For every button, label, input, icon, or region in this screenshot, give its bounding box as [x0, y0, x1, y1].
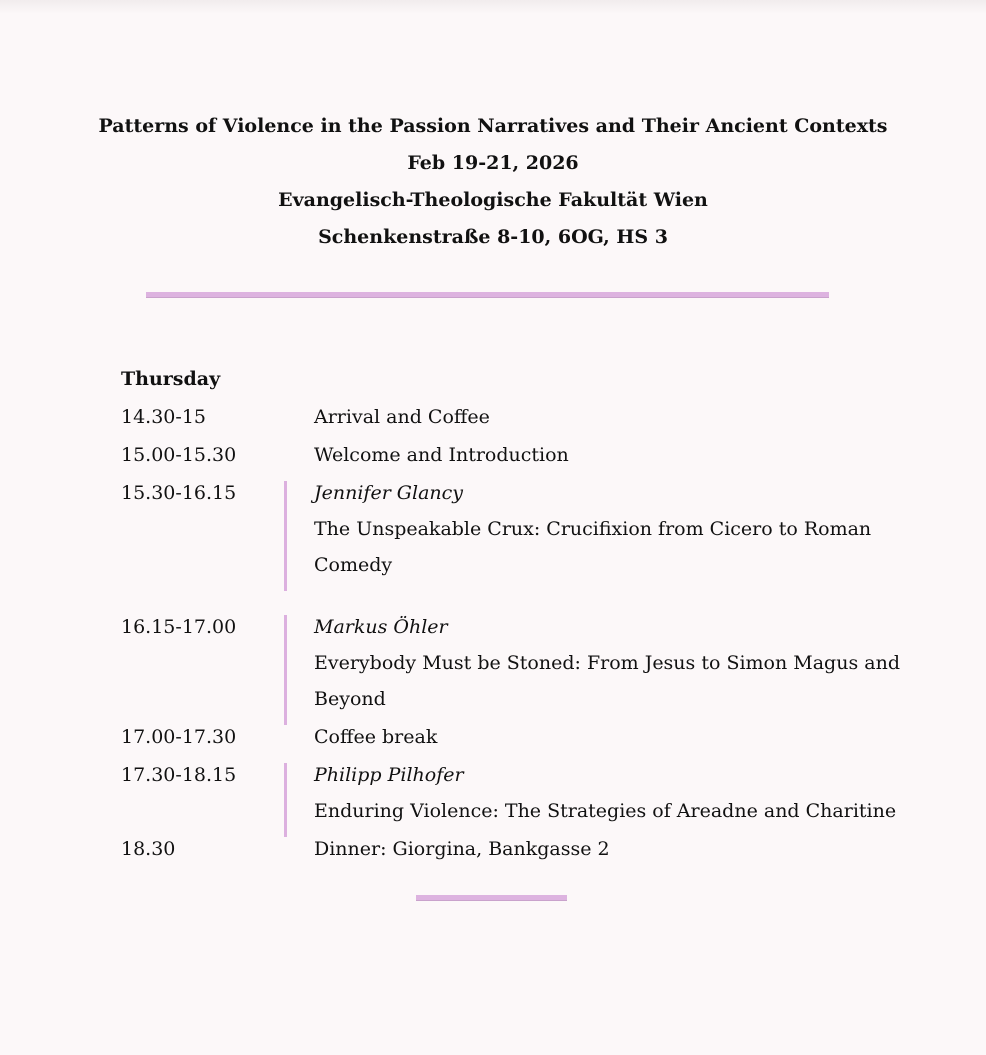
session-time: 17.00-17.30: [121, 726, 237, 748]
footer-divider: [416, 895, 567, 901]
session-accent-bar: [284, 615, 287, 725]
session-time: 17.30-18.15: [121, 764, 237, 786]
session-time: 15.30-16.15: [121, 482, 237, 504]
session-label: Dinner: Giorgina, Bankgasse 2: [314, 838, 610, 860]
session-time: 15.00-15.30: [121, 444, 237, 466]
session-time: 14.30-15: [121, 406, 206, 428]
header-divider: [146, 292, 829, 298]
day-heading: Thursday: [121, 368, 221, 390]
speaker-name: Philipp Pilhofer: [314, 764, 464, 786]
talk-title-continued: Comedy: [314, 554, 393, 576]
talk-title: Enduring Violence: The Strategies of Areadne and Charitine: [314, 800, 897, 822]
session-time: 16.15-17.00: [121, 616, 237, 638]
speaker-name: Markus Öhler: [314, 616, 448, 638]
talk-title-continued: Beyond: [314, 688, 386, 710]
event-header: [0, 108, 986, 256]
speaker-name: Jennifer Glancy: [314, 482, 464, 504]
talk-title: The Unspeakable Crux: Crucifixion from Cicero to Roman: [314, 518, 872, 540]
event-address: Schenkenstraße 8-10, 6OG, HS 3: [318, 226, 668, 248]
page-top-edge: [0, 0, 986, 14]
session-label: Coffee break: [314, 726, 438, 748]
talk-title: Everybody Must be Stoned: From Jesus to Simon Magus and: [314, 652, 900, 674]
session-accent-bar: [284, 763, 287, 837]
event-title: Patterns of Violence in the Passion Narratives and Their Ancient Contexts: [98, 115, 888, 137]
session-time: 18.30: [121, 838, 176, 860]
session-label: Arrival and Coffee: [314, 406, 490, 428]
session-label: Welcome and Introduction: [314, 444, 569, 466]
event-dates: Feb 19-21, 2026: [407, 152, 579, 174]
session-accent-bar: [284, 481, 287, 591]
event-venue: Evangelisch-Theologische Fakultät Wien: [278, 189, 708, 211]
